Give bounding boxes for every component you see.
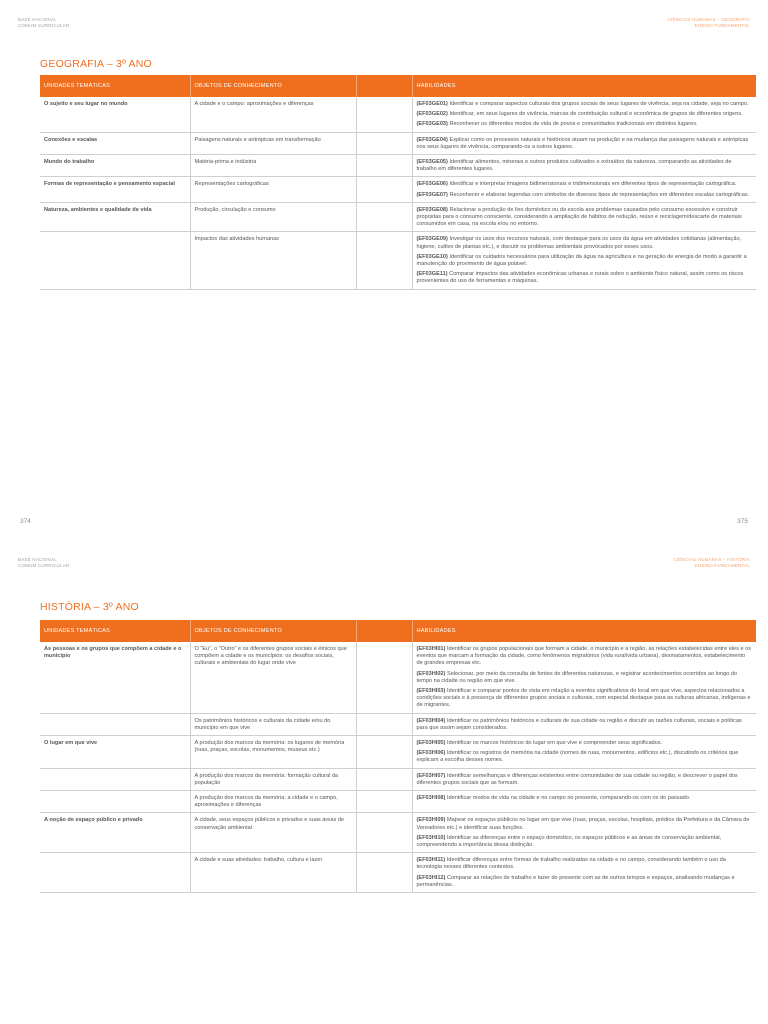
table-body — [40, 97, 756, 289]
skill-text: Identificar, em seus lugares de vivência, marcas de contribuição cultural e econômica de grupos de diferentes origens. — [447, 111, 743, 118]
header-left — [18, 557, 69, 568]
table-row — [40, 713, 756, 735]
knowledge-object-cell: A produção dos marcos da memória: a cidade e o campo, aproximações e diferenças — [190, 791, 356, 813]
skill-text: Identificar e interpretar imagens bidimensionais e tridimensionais em diferentes tipos de representação cartográfica. — [447, 181, 737, 188]
thematic-unit-cell: Mundo do trabalho — [40, 155, 190, 177]
skills-cell — [412, 791, 756, 813]
table-row — [40, 791, 756, 813]
spacer-cell — [356, 791, 412, 813]
column-header: OBJETOS DE CONHECIMENTO — [190, 75, 356, 97]
header-right-line: ENSINO FUNDAMENTAL — [694, 562, 750, 568]
skill-item — [417, 101, 753, 108]
spacer-cell — [356, 768, 412, 790]
thematic-unit-cell — [40, 791, 190, 813]
skill-code: (EF03GE03) — [416, 121, 448, 128]
header-left-line: BASE NACIONAL — [18, 557, 57, 562]
thematic-unit-cell: Conexões e escalas — [40, 132, 190, 154]
spacer-cell — [356, 713, 412, 735]
skill-item — [417, 181, 753, 188]
skill-text: Reconhecer os diferentes modos de vida de povos e comunidades tradicionais em distintos lugares. — [447, 121, 698, 128]
spacer-cell — [356, 132, 412, 154]
header-left-line: COMUM CURRICULAR — [18, 562, 70, 568]
thematic-unit-cell: As pessoas e os grupos que compõem a cidade e o município — [40, 642, 190, 713]
thematic-unit-cell: O lugar em que vive — [40, 736, 190, 769]
skill-code: (EF03GE01) — [416, 101, 448, 107]
skill-text: Identificar os marcos históricos do lugar em que vive e compreender seus significados. — [445, 740, 663, 747]
thematic-unit-cell: A noção de espaço público e privado — [40, 813, 190, 853]
skill-item — [417, 857, 753, 871]
skills-cell — [412, 97, 756, 132]
skill-item — [417, 817, 753, 831]
table-header-row — [40, 620, 756, 642]
thematic-unit-cell: Formas de representação e pensamento espacial — [40, 177, 190, 202]
skill-code: (EF03GE05) — [416, 159, 448, 166]
skill-item — [417, 750, 753, 764]
skill-text: Identificar alimentos, minerais e outros produtos cultivados e extraídos da natureza, comparando as atividades de trabalho em diferentes lugares. — [416, 159, 732, 173]
skill-item — [417, 137, 753, 151]
table-row — [40, 768, 756, 790]
table-row — [40, 232, 756, 289]
skills-cell — [412, 768, 756, 790]
header-right — [668, 17, 750, 28]
skill-code: (EF03GE10) — [416, 253, 448, 260]
skill-code: (EF03HI01) — [416, 646, 446, 652]
table-row — [40, 202, 756, 232]
skills-cell — [412, 132, 756, 154]
table-row — [40, 97, 756, 132]
skill-text: Identificar as diferenças entre o espaço doméstico, os espaços públicos e as áreas de conservação ambiental, compreendendo a importância dessa distinção. — [416, 834, 722, 849]
skill-code: (EF03HI05) — [416, 740, 446, 747]
skills-cell — [412, 177, 756, 202]
spacer-cell — [356, 736, 412, 769]
skill-text: Identificar diferenças entre formas de trabalho realizadas na cidade e no campo, considerando também o uso da tecnologia nesses diferentes contextos. — [416, 857, 726, 871]
skill-code: (EF03HI09) — [416, 817, 446, 824]
skills-cell — [412, 155, 756, 177]
section-title: HISTÓRIA – 3º ANO — [40, 601, 139, 613]
skill-code: (EF03HI02) — [416, 670, 446, 677]
skill-code: (EF03GE09) — [416, 236, 448, 243]
spacer-cell — [356, 813, 412, 853]
header-right-line: CIÊNCIAS HUMANAS – GEOGRAFIA — [667, 17, 750, 22]
skill-item — [417, 646, 753, 668]
thematic-unit-cell — [40, 232, 190, 289]
table-row — [40, 177, 756, 202]
skill-item — [417, 773, 753, 787]
skill-text: Identificar os cuidados necessários para utilização da água na agricultura e na geração de energia de modo a garantir a manutenção do provimento de água potável. — [416, 253, 747, 268]
page-number-right: 375 — [737, 518, 748, 525]
knowledge-object-cell: A produção dos marcos da memória: os lugares de memória (ruas, praças, escolas, monumentos, museus etc.) — [190, 736, 356, 769]
skill-text: Explicar como os processos naturais e históricos atuam na produção e na mudança das paisagens naturais e antrópicas nos seus lugares de vivência, comparando-os a outros lugares. — [416, 136, 749, 150]
skills-cell — [412, 202, 756, 232]
historia-page — [0, 540, 768, 1024]
column-header: OBJETOS DE CONHECIMENTO — [190, 620, 356, 642]
knowledge-object-cell: Representações cartográficas — [190, 177, 356, 202]
skill-text: Identificar modos de vida na cidade e no campo no presente, comparando-os com os do passado. — [445, 795, 691, 802]
column-header: UNIDADES TEMÁTICAS — [40, 620, 190, 642]
knowledge-object-cell: Impactos das atividades humanas — [190, 232, 356, 289]
table-row — [40, 132, 756, 154]
skill-text: Identificar os registros de memória na cidade (nomes de ruas, monumentos, edifícios etc.), discutindo os critérios que explicam a escolha desses nomes. — [416, 750, 739, 764]
skills-cell — [412, 232, 756, 289]
skill-text: Identificar os patrimônios históricos e culturais de sua cidade ou região e discutir as razões culturais, sociais e políticas para que assim sejam considerados. — [416, 717, 742, 731]
spacer-cell — [356, 232, 412, 289]
skill-item — [417, 875, 753, 889]
section-title: GEOGRAFIA – 3º ANO — [40, 58, 152, 70]
thematic-unit-cell — [40, 713, 190, 735]
skill-text: Mapear os espaços públicos no lugar em que vive (ruas, praças, escolas, hospitais, prédios da Prefeitura e da Câmara de Vereadores etc.) e identificar suas funções. — [416, 817, 750, 831]
skill-code: (EF03HI03) — [416, 688, 446, 695]
skill-item — [417, 688, 753, 710]
knowledge-object-cell: A produção dos marcos da memória: formação cultural da população — [190, 768, 356, 790]
table-row — [40, 813, 756, 853]
column-header: UNIDADES TEMÁTICAS — [40, 75, 190, 97]
skill-item — [417, 795, 753, 802]
header-right-line: ENSINO FUNDAMENTAL — [694, 22, 750, 28]
table-row — [40, 736, 756, 769]
knowledge-object-cell: Matéria-prima e indústria — [190, 155, 356, 177]
skill-code: (EF03GE04) — [416, 136, 448, 143]
skills-cell — [412, 736, 756, 769]
knowledge-object-cell: A cidade e o campo: aproximações e diferenças — [190, 97, 356, 132]
header-right-line: CIÊNCIAS HUMANAS – HISTÓRIA — [673, 557, 750, 562]
skill-item — [417, 740, 753, 747]
skill-code: (EF03GE11) — [416, 271, 448, 278]
table-body — [40, 642, 756, 893]
column-header: HABILIDADES — [412, 620, 756, 642]
header-right — [673, 557, 750, 568]
column-header-spacer — [356, 75, 412, 97]
knowledge-object-cell: A cidade, seus espaços públicos e privados e suas áreas de conservação ambiental — [190, 813, 356, 853]
thematic-unit-cell: Natureza, ambientes e qualidade de vida — [40, 202, 190, 232]
column-header: HABILIDADES — [412, 75, 756, 97]
skills-cell — [412, 642, 756, 713]
historia-table — [40, 620, 756, 893]
geografia-table — [40, 75, 756, 290]
skill-item — [417, 271, 753, 285]
skill-text: Comparar impactos das atividades econômicas urbanas e rurais sobre o ambiente físico natural, assim como os riscos provenientes do uso de ferramentas e máquinas. — [416, 271, 744, 285]
knowledge-object-cell: Paisagens naturais e antrópicas em transformação — [190, 132, 356, 154]
skill-item — [417, 192, 753, 199]
skill-item — [417, 835, 753, 849]
page-number-left: 374 — [20, 518, 31, 525]
skill-code: (EF03HI04) — [416, 717, 446, 724]
table-row — [40, 642, 756, 713]
skill-item — [417, 159, 753, 173]
spacer-cell — [356, 155, 412, 177]
spacer-cell — [356, 853, 412, 893]
skills-cell — [412, 713, 756, 735]
skill-text: Relacionar a produção de lixo doméstico ou da escola aos problemas causados pelo consumo excessivo e construir propostas para o consumo consciente, considerando a ampliação de hábitos de redução, reúso e reciclagem/descarte de materiais consumidos em casa, na escola e/ou no entorno. — [416, 206, 742, 228]
skill-code: (EF03GE07) — [416, 191, 448, 198]
skill-text: Identificar os grupos populacionais que formam a cidade, o município e a região, as relações estabelecidas entre eles e os eventos que marcam a formação da cidade, como fenômenos migratórios (vida rural/vida urbana), desmatamentos, estabelecimento de grandes empresas etc. — [416, 646, 752, 667]
skill-item — [417, 236, 753, 250]
table-row — [40, 155, 756, 177]
thematic-unit-cell: O sujeito e seu lugar no mundo — [40, 97, 190, 132]
skill-code: (EF03HI11) — [416, 857, 446, 864]
skill-text: Comparar as relações de trabalho e lazer do presente com as de outros tempos e espaços, analisando mudanças e permanências. — [416, 874, 735, 888]
skills-cell — [412, 813, 756, 853]
header-left — [18, 17, 69, 28]
skill-text: Identificar semelhanças e diferenças existentes entre comunidades de sua cidade ou região, e descrever o papel dos diferentes grupos sociais que as formam. — [416, 772, 738, 786]
skill-code: (EF03HI06) — [416, 750, 446, 757]
skill-text: Identificar e comparar aspectos culturais dos grupos sociais de seus lugares de vivência, seja na cidade, seja no campo. — [447, 101, 749, 107]
skill-text: Reconhecer e elaborar legendas com símbolos de diversos tipos de representações em diferentes escalas cartográficas. — [447, 191, 750, 198]
knowledge-object-cell: Os patrimônios históricos e culturais da cidade e/ou do município em que vive — [190, 713, 356, 735]
skill-item — [417, 207, 753, 229]
skill-code: (EF03GE02) — [416, 111, 448, 118]
skill-item — [417, 671, 753, 685]
skill-text: Investigar os usos dos recursos naturais, com destaque para os usos da água em atividades cotidianas (alimentação, higiene, cultivo de plantas etc.), e discutir os problemas ambientais provocados por esses usos. — [416, 236, 742, 250]
skill-item — [417, 111, 753, 118]
spacer-cell — [356, 642, 412, 713]
table-row — [40, 853, 756, 893]
skill-code: (EF03GE06) — [416, 181, 448, 188]
skill-code: (EF03HI12) — [416, 874, 446, 881]
skill-text: Selecionar, por meio da consulta de fontes de diferentes naturezas, e registrar acontecimentos ocorridos ao longo do tempo na cidade ou região em que vive. — [416, 670, 738, 684]
skill-item — [417, 718, 753, 732]
knowledge-object-cell: Produção, circulação e consumo — [190, 202, 356, 232]
knowledge-object-cell: O “Eu”, o “Outro” e os diferentes grupos sociais e étnicos que compõem a cidade e os municípios: os desafios sociais, culturais e ambientais do lugar onde vive — [190, 642, 356, 713]
spacer-cell — [356, 97, 412, 132]
skill-item — [417, 121, 753, 128]
spacer-cell — [356, 177, 412, 202]
knowledge-object-cell: A cidade e suas atividades: trabalho, cultura e lazer — [190, 853, 356, 893]
skill-item — [417, 254, 753, 268]
thematic-unit-cell — [40, 768, 190, 790]
header-left-line: BASE NACIONAL — [18, 17, 57, 22]
skill-code: (EF03HI07) — [416, 772, 446, 779]
header-left-line: COMUM CURRICULAR — [18, 22, 70, 28]
skill-text: Identificar e comparar pontos de vista em relação a eventos significativos do local em que vive, aspectos relacionados a condições sociais e à presença de diferentes grupos sociais e culturais, com especial destaque para as culturas africanas, indígenas e de migrantes. — [416, 688, 751, 709]
table-header-row — [40, 75, 756, 97]
skill-code: (EF03GE08) — [416, 206, 448, 213]
column-header-spacer — [356, 620, 412, 642]
skill-code: (EF03HI10) — [416, 834, 446, 841]
spacer-cell — [356, 202, 412, 232]
skill-code: (EF03HI08) — [416, 795, 446, 802]
skills-cell — [412, 853, 756, 893]
thematic-unit-cell — [40, 853, 190, 893]
